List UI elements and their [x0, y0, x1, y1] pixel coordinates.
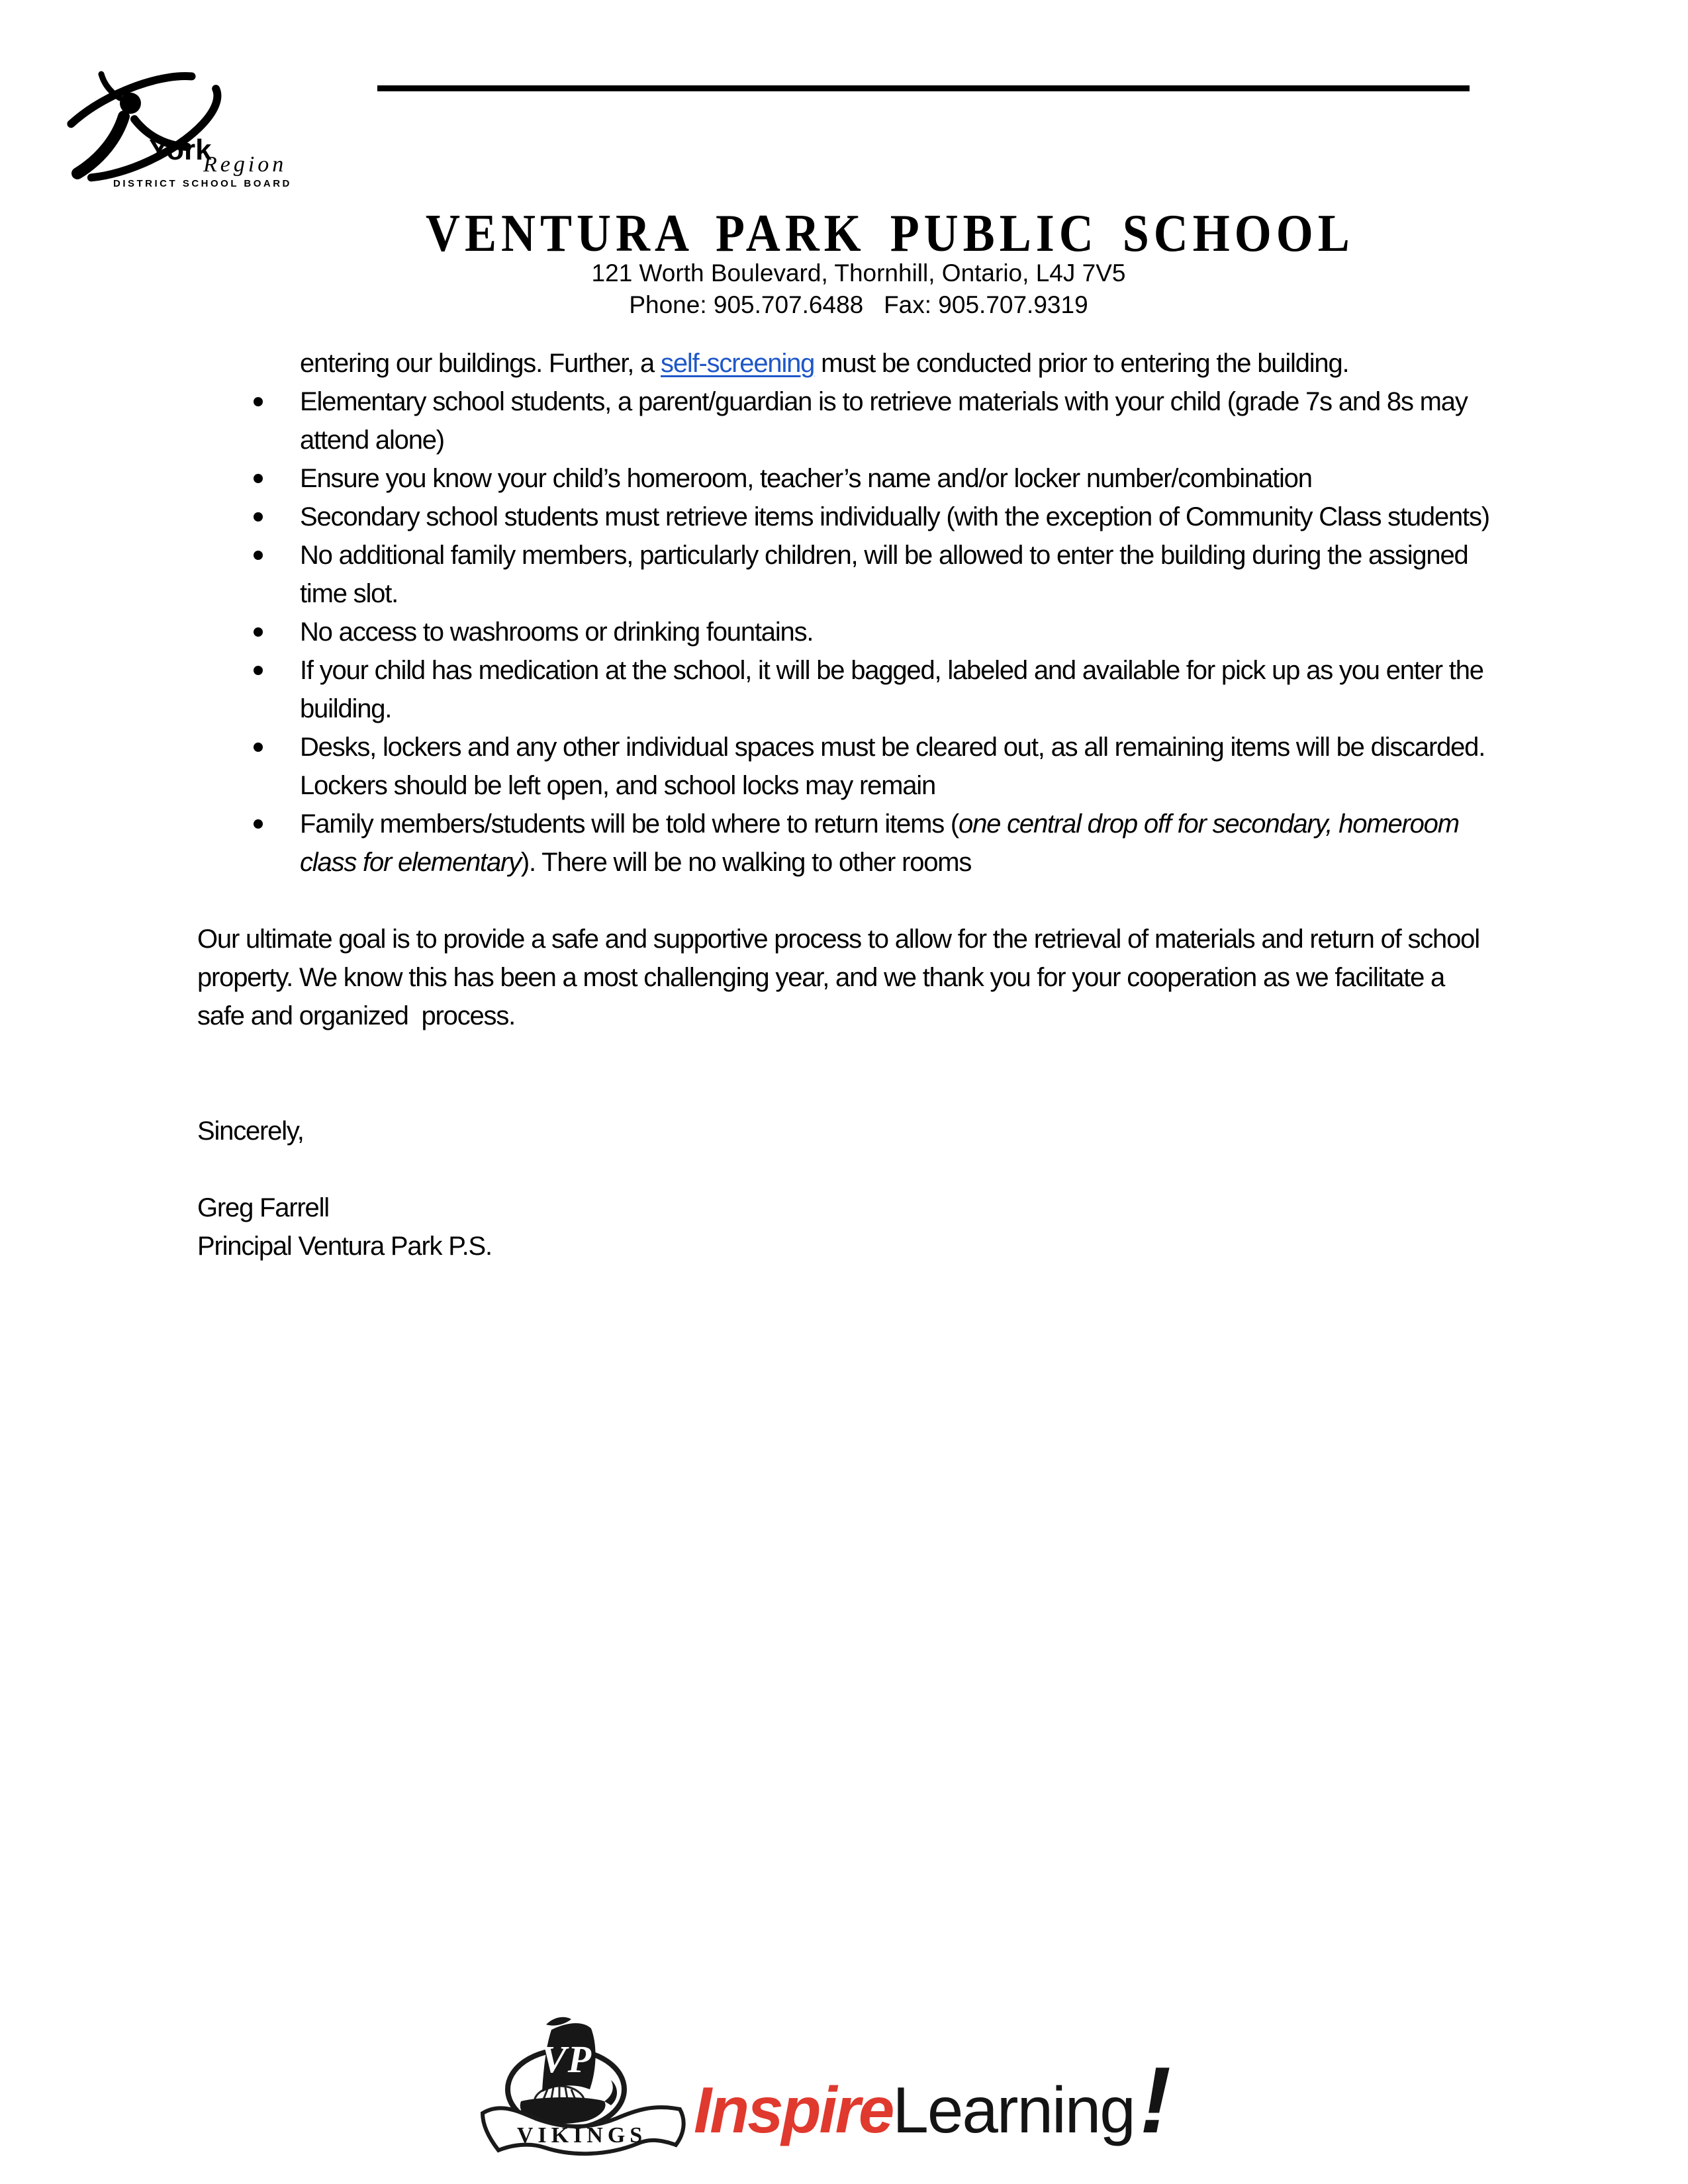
signoff: Sincerely,	[197, 1116, 304, 1146]
inspire-learning-logo	[694, 2046, 1171, 2155]
bullet-item	[300, 613, 1491, 651]
bullet-text: Elementary school students, a parent/guardian is to retrieve materials with your child (grade 7s and 8s may attend alone)	[300, 387, 1468, 455]
bullet-text-post-italic: ). There will be no walking to other rooms	[520, 848, 972, 877]
crest-initials: VP	[540, 2038, 593, 2081]
closing-paragraph: Our ultimate goal is to provide a safe and supportive process to allow for the retrieval of materials and return of school property. We know this has been a most challenging year, and we thank you for your cooperation as we facilitate a safe and organized process.	[197, 925, 1486, 1030]
bullet-icon	[254, 512, 263, 522]
vikings-crest-graphic	[473, 2002, 698, 2184]
bullet-text: If your child has medication at the school, it will be bagged, labeled and available for pick up as you enter the building.	[300, 656, 1483, 723]
learning-word: Learning	[892, 2073, 1135, 2146]
bullet-item	[300, 728, 1491, 805]
bullet-text-pre-italic: Family members/students will be told where to return items (	[300, 809, 959, 839]
bullet-list	[197, 383, 1488, 882]
bullet-text: Secondary school students must retrieve items individually (with the exception of Community Class students)	[300, 502, 1489, 531]
bullet-icon	[254, 397, 263, 406]
signature-title: Principal Ventura Park P.S.	[197, 1232, 492, 1261]
bullet-icon	[254, 666, 263, 675]
bullet-item	[300, 383, 1491, 459]
bullet-icon	[254, 819, 263, 829]
vp-vikings-crest-logo	[473, 2002, 698, 2184]
logo-text-york: York	[149, 134, 212, 166]
crest-banner-text: VIKINGS	[516, 2123, 647, 2148]
bullet-text: No additional family members, particularly children, will be allowed to enter the building during the assigned time slot.	[300, 541, 1468, 608]
inspire-word: Inspire	[694, 2073, 893, 2146]
signature-name: Greg Farrell	[197, 1193, 329, 1222]
bullet-text: No access to washrooms or drinking fountains.	[300, 617, 814, 647]
bullet-icon	[254, 743, 263, 752]
bullet-text: Ensure you know your child’s homeroom, teacher’s name and/or locker number/combination	[300, 464, 1312, 493]
header-divider-line	[377, 85, 1470, 91]
intro-text-before-link: entering our buildings. Further, a	[300, 349, 661, 378]
bullet-text: Desks, lockers and any other individual spaces must be cleared out, as all remaining items will be discarded. Lockers should be left open, and school locks may remain	[300, 733, 1485, 800]
logo-text-district-school-board: DISTRICT SCHOOL BOARD	[113, 178, 292, 189]
bullet-item	[300, 459, 1491, 498]
logo-figure-arm	[101, 74, 120, 98]
bullet-item	[300, 498, 1491, 536]
self-screening-link[interactable]: self-screening	[661, 349, 815, 378]
intro-paragraph	[300, 344, 1425, 383]
logo-text-region: Region	[203, 152, 287, 177]
bullet-icon	[254, 551, 263, 560]
intro-text-after-link: must be conducted prior to entering the building.	[814, 349, 1349, 378]
bullet-item	[300, 651, 1491, 728]
school-phone-fax: Phone: 905.707.6488 Fax: 905.707.9319	[629, 291, 1088, 318]
bullet-text-italic: one central drop off for secondary, homeroom class for elementary	[300, 809, 1459, 877]
logo-figure-body	[77, 116, 124, 173]
school-name-title: VENTURA PARK PUBLIC SCHOOL	[426, 203, 1354, 263]
bullet-item	[300, 805, 1491, 882]
bullet-item	[300, 536, 1491, 613]
school-address: 121 Worth Boulevard, Thornhill, Ontario, L4J 7V5	[591, 259, 1126, 287]
bullet-icon	[254, 474, 263, 483]
york-region-dsb-logo	[36, 60, 321, 205]
exclamation-mark: !	[1139, 2048, 1172, 2153]
letter-body	[197, 344, 1488, 1265]
bullet-icon	[254, 627, 263, 637]
